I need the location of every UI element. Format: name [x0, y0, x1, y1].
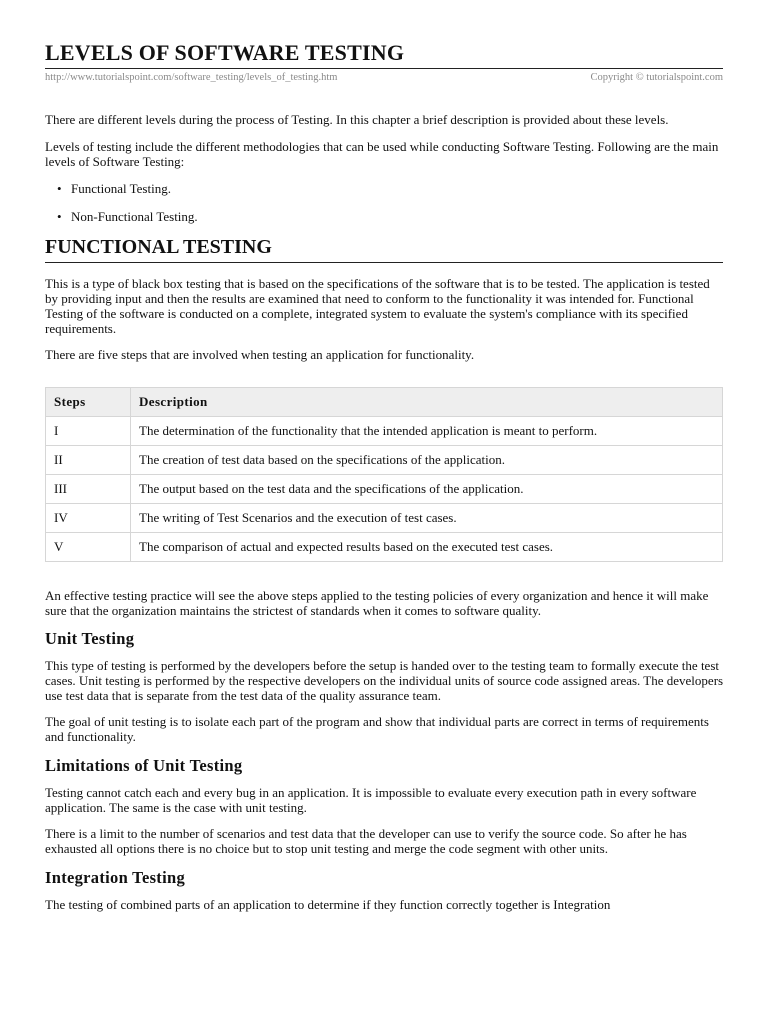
section-divider	[45, 262, 723, 263]
description-cell: The writing of Test Scenarios and the execution of test cases.	[131, 504, 723, 533]
functional-paragraph-1: This is a type of black box testing that is based on the specifications of the software that is to be tested. The application is tested by providing input and then the results are examined that need to conform to the functionality it was intended for. Functional Testing of the software is conducted on a complete, integrated system to evaluate the system's compliance with its specified requirements.	[45, 276, 710, 336]
table-header-row	[46, 388, 723, 417]
copyright-text: Copyright © tutorialspoint.com	[590, 72, 723, 83]
unit-paragraph-2: The goal of unit testing is to isolate each part of the program and show that individual parts are correct in terms of requirements and functionality.	[45, 714, 709, 744]
section-heading: FUNCTIONAL TESTING	[45, 236, 272, 258]
levels-list	[45, 181, 725, 224]
bullet-icon: •	[57, 209, 62, 224]
source-url[interactable]: http://www.tutorialspoint.com/software_testing/levels_of_testing.htm	[45, 72, 338, 83]
page-title: LEVELS OF SOFTWARE TESTING	[45, 40, 405, 65]
subsection-heading: Limitations of Unit Testing	[45, 756, 243, 775]
description-cell: The creation of test data based on the specifications of the application.	[131, 446, 723, 475]
step-cell: IV	[46, 504, 131, 533]
bullet-icon: •	[57, 181, 62, 196]
unit-paragraph-1: This type of testing is performed by the developers before the setup is handed over to the testing team to formally execute the test cases. Unit testing is performed by the respective developers on the individual units of source code assigned areas. The developers use test data that is separate from the test data of the quality assurance team.	[45, 658, 724, 703]
description-cell: The determination of the functionality that the intended application is meant to perform.	[131, 417, 723, 446]
step-cell: I	[46, 417, 131, 446]
step-cell: V	[46, 533, 131, 562]
table-row	[46, 533, 723, 562]
limitations-paragraph-2: There is a limit to the number of scenarios and test data that the developer can use to verify the source code. So after he has exhausted all options there is no choice but to stop unit testing and merge the code segment with other units.	[45, 826, 687, 856]
table-row	[46, 475, 723, 504]
intro-paragraph-1: There are different levels during the process of Testing. In this chapter a brief description is provided about these levels.	[45, 112, 669, 127]
steps-table	[45, 387, 723, 562]
description-cell: The output based on the test data and the specifications of the application.	[131, 475, 723, 504]
table-row	[46, 417, 723, 446]
integration-paragraph-1: The testing of combined parts of an application to determine if they function correctly together is Integration	[45, 897, 611, 912]
list-item: • Non-Functional Testing.	[57, 209, 198, 224]
title-divider	[45, 68, 723, 69]
description-cell: The comparison of actual and expected results based on the executed test cases.	[131, 533, 723, 562]
step-cell: II	[46, 446, 131, 475]
subsection-heading: Integration Testing	[45, 868, 186, 887]
column-header-steps: Steps	[46, 388, 131, 417]
functional-paragraph-2: There are five steps that are involved when testing an application for functionality.	[45, 347, 475, 362]
limitations-paragraph-1: Testing cannot catch each and every bug in an application. It is impossible to evaluate every execution path in every software application. The same is the case with unit testing.	[45, 785, 697, 815]
column-header-description: Description	[131, 388, 723, 417]
list-item: • Functional Testing.	[57, 181, 171, 196]
functional-paragraph-3: An effective testing practice will see the above steps applied to the testing policies of every organization and hence it will make sure that the organization maintains the strictest of standards when it comes to software quality.	[45, 588, 709, 618]
limitations-section	[45, 756, 725, 856]
source-line	[45, 72, 723, 83]
table-row	[46, 446, 723, 475]
integration-section	[45, 868, 725, 912]
intro-paragraph-2: Levels of testing include the different methodologies that can be used while conducting Software Testing. Following are the main levels of Software Testing:	[45, 139, 719, 169]
unit-testing-section	[45, 629, 725, 744]
table-row	[46, 504, 723, 533]
document-body	[45, 112, 725, 912]
functional-section	[45, 236, 725, 618]
subsection-heading: Unit Testing	[45, 629, 135, 648]
step-cell: III	[46, 475, 131, 504]
